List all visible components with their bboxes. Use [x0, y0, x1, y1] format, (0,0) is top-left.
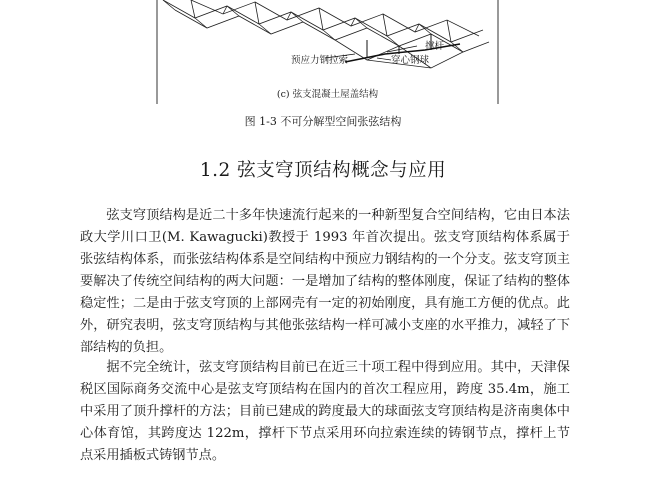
body-paragraph: 弦支穹顶结构是近二十多年快速流行起来的一种新型复合空间结构，它由日本法政大学川口卫(M. Kawagucki)教授于 1993 年首次提出。弦支穹顶结构体系属于张弦结构体系，而张弦结构体系是空间结构中预应力钢结构的一个分支。弦支穹顶主要解决了传统空间结构的两大问题：一是增加了结构的整体刚度，保证了结构的整体稳定性；二是由于弦支穹顶的上部网壳有一定的初始刚度，具有施工方便的优点。此外，研究表明，弦支穹顶结构与其他张弦结构一样可减小支座的水平推力，减轻了下部结构的负担。 — [80, 208, 570, 355]
section-heading: 1.2 弦支穹顶结构概念与应用 — [199, 160, 447, 181]
strut-label: 撑杆 — [425, 41, 445, 52]
structure-figure — [155, 0, 500, 104]
figure-subcaption: (c) 弦支混凝土屋盖结构 — [276, 89, 379, 100]
figure-caption: 图 1-3 不可分解型空间张弦结构 — [244, 115, 402, 128]
steel-ball-node-label: 穿心钢球 — [391, 55, 430, 66]
body-paragraph: 据不完全统计，弦支穹顶结构目前已在近三十项工程中得到应用。其中，天津保税区国际商务交流中心是弦支穹顶结构在国内的首次工程应用，跨度 35.4m，施工中采用了顶升撑杆的方法；目前已建成的跨度最大的球面弦支穹顶结构是济南奥体中心体育馆，其跨度达 122m，撑杆下节点采用环向拉索连续的铸钢节点，撑杆上节点采用插板式铸钢节点。 — [80, 360, 570, 463]
cable-label: 预应力钢拉索 — [291, 55, 349, 66]
